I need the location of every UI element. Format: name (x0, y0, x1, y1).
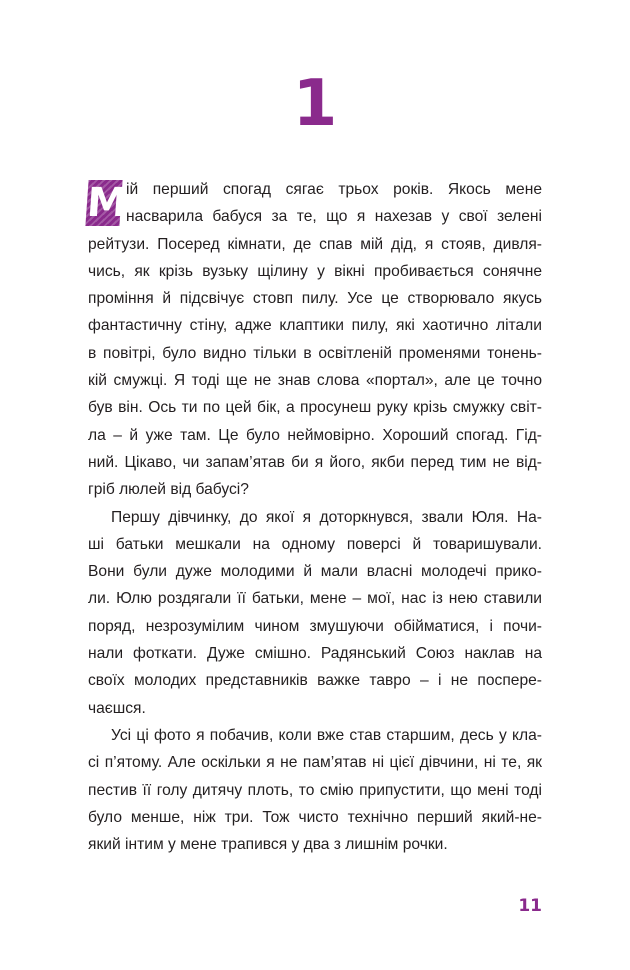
text-line: гріб люлей від бабусі? (88, 481, 249, 499)
body-text (85, 176, 542, 858)
text-line: сі п’ятому. Але оскільки я не пам’ятав ні цієї дівчини, ні те, як (88, 754, 542, 772)
text-line: рейтузи. Посеред кімнати, де спав мій дід, я стояв, дивля- (88, 235, 542, 253)
text-line: поряд, незрозумілим чином змушуючи обійматися, і почи- (88, 617, 542, 635)
chapter-number: 1 (292, 67, 338, 141)
page-number: 11 (518, 896, 542, 916)
text-line: Усі ці фото я побачив, коли вже став старшим, десь у кла- (111, 726, 542, 744)
paragraph-1 (88, 176, 542, 504)
text-line: був він. Ось ти по цей бік, а просунеш руку крізь смужку світ- (88, 399, 542, 417)
text-line: ний. Цікаво, чи запам’ятав би я його, якби перед тим не від- (88, 453, 542, 471)
text-line: фантастичну стіну, адже клаптики пилу, які хаотично літали (88, 317, 542, 335)
text-line: своїх молодих представників важке тавро – і не поспере- (88, 672, 542, 690)
text-line: нали фоткати. Дуже смішно. Радянський Союз наклав на (88, 645, 542, 663)
text-line: насварила бабуся за те, що я нахезав у свої зелені (126, 208, 542, 226)
paragraph-3 (88, 722, 542, 858)
text-line: який інтим у мене трапився у два з лишнім рочки. (88, 836, 448, 854)
text-line: ій перший спогад сягає трьох років. Якось мене (126, 181, 542, 198)
text-line: чаєшся. (88, 699, 146, 717)
drop-cap: М (85, 180, 129, 226)
text-line: ші батьки мешкали на одному поверсі й товаришували. (88, 535, 542, 553)
paragraph-2 (88, 504, 542, 722)
text-line: проміння й підсвічує стовп пилу. Усе це створювало якусь (88, 290, 542, 308)
text-line: ли. Юлю роздягали її батьки, мене – мої, нас із нею ставили (88, 590, 542, 608)
text-line: чись, як крізь вузьку щілину у вікні пробивається сонячне (88, 262, 542, 280)
text-line: Вони були дуже молодими й мали власні молодечі прико- (88, 563, 542, 581)
text-line: Першу дівчинку, до якої я доторкнувся, звали Юля. На- (111, 508, 542, 526)
text-line: кій смужці. Я тоді ще не знав слова «портал», але це точно (88, 372, 542, 390)
text-line: в повітрі, було видно тільки в освітленій променями тонень- (88, 344, 542, 362)
text-line: ла – й уже там. Це було неймовірно. Хороший спогад. Гід- (88, 426, 542, 444)
text-line: було менше, ніж три. Тож чисто технічно перший який-не- (88, 808, 542, 826)
text-line: пестив її голу дитячу плоть, то смію припустити, що мені тоді (88, 781, 542, 799)
